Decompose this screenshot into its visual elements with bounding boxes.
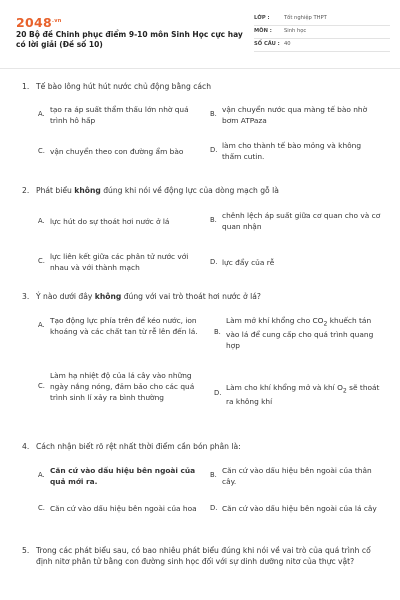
option-letter: C. (38, 503, 45, 512)
option-c[interactable] (38, 370, 208, 403)
question-5 (22, 545, 384, 567)
option-letter: C. (38, 257, 45, 266)
option-text: Căn cứ vào dấu hiệu bên ngoài của hoa (50, 504, 197, 513)
question-number: 1. (22, 82, 30, 91)
option-text: lực liên kết giữa các phân tử nước với nhau và với thành mạch (50, 252, 189, 273)
option-b[interactable] (210, 210, 382, 232)
option-letter: A. (38, 110, 45, 119)
question-1 (22, 81, 384, 92)
question-stem (22, 81, 384, 92)
option-letter: D. (214, 389, 222, 398)
question-number: 4. (22, 442, 30, 451)
option-text: vận chuyển theo con đường ẩm bào (50, 147, 184, 156)
option-b[interactable] (210, 465, 382, 487)
meta-value: Tốt nghiệp THPT (284, 15, 327, 22)
header-divider (0, 68, 400, 69)
option-c[interactable] (38, 503, 208, 514)
option-text: Làm cho khí khổng mở và khí $O_2$ sẽ thoát ra không khí (226, 383, 380, 406)
option-letter: B. (210, 216, 217, 225)
question-number: 3. (22, 292, 30, 301)
question-text: Tế bào lông hút hút nước chủ động bằng cách (36, 82, 212, 91)
option-text: Tạo động lực phía trên để kéo nước, ion khoáng và các chất tan từ rễ lên đến lá. (50, 316, 198, 337)
option-d[interactable] (210, 503, 382, 514)
meta-row-class (254, 13, 390, 26)
option-d[interactable] (210, 140, 380, 162)
question-3 (22, 291, 384, 302)
question-text: Phát biểu không đúng khi nói về động lực của dòng mạch gỗ là (36, 186, 279, 195)
meta-key: MÔN : (254, 28, 272, 35)
document-title: 20 Bộ đề Chinh phục điểm 9-10 môn Sinh Học cực hay có lời giải (Đề số 10) (16, 30, 243, 50)
option-text: lực hút do sự thoát hơi nước ở lá (50, 217, 170, 226)
question-stem (22, 291, 384, 302)
meta-row-count (254, 39, 390, 52)
option-letter: D. (210, 146, 218, 155)
option-c[interactable] (38, 146, 210, 157)
option-letter: B. (210, 471, 217, 480)
logo-tld: .vn (52, 17, 62, 24)
option-a[interactable] (38, 465, 208, 487)
option-letter: D. (210, 257, 218, 266)
meta-value: 40 (284, 41, 291, 48)
option-letter: A. (38, 321, 45, 330)
option-letter: D. (210, 503, 218, 512)
meta-table (254, 13, 390, 52)
meta-key: LỚP : (254, 15, 270, 22)
option-text: làm cho thành tế bào mỏng và không thấm cutin. (222, 141, 362, 162)
option-c[interactable] (38, 251, 206, 273)
question-text: Ý nào dưới đây không đúng với vai trò thoát hơi nước ở lá? (36, 292, 261, 301)
question-number: 2. (22, 186, 30, 195)
question-2 (22, 185, 384, 196)
question-number: 5. (22, 546, 30, 555)
option-letter: A. (38, 216, 45, 225)
option-letter: C. (38, 381, 45, 390)
option-text: vận chuyển nước qua màng tế bào nhờ bơm ATPaza (222, 105, 368, 126)
option-d[interactable] (214, 382, 384, 407)
question-stem (22, 545, 384, 567)
question-text: Trong các phát biểu sau, có bao nhiêu phát biểu đúng khi nói về vai trò của quá trình cố định nitơ phân tử bằng con đường sinh học đối với sự dinh dưỡng nitơ của thực vật? (36, 546, 371, 566)
option-a[interactable] (38, 315, 214, 337)
option-d[interactable] (210, 257, 382, 268)
option-letter: B. (210, 110, 217, 119)
question-text: Cách nhận biết rõ rệt nhất thời điểm cần bón phân là: (36, 442, 241, 451)
option-letter: C. (38, 146, 45, 155)
option-letter: A. (38, 471, 45, 480)
option-b[interactable] (210, 104, 384, 126)
option-a[interactable] (38, 216, 208, 227)
logo-main: 2048 (16, 15, 52, 30)
option-text: Căn cứ vào dấu hiệu bên ngoài của thân cây. (222, 466, 372, 487)
option-b[interactable] (214, 315, 386, 351)
document-header (16, 0, 390, 62)
meta-key: SỐ CÂU : (254, 41, 280, 48)
option-text: Căn cứ vào dấu hiệu bên ngoài của quả mới ra. (50, 466, 196, 487)
meta-value: Sinh học (284, 28, 307, 35)
option-text: lực đẩy của rễ (222, 258, 275, 267)
option-a[interactable] (38, 104, 200, 126)
question-4 (22, 441, 384, 452)
question-stem (22, 441, 384, 452)
option-text: Làm mở khí khổng cho $CO_2$ khuếch tán vào lá để cung cấp cho quá trình quang hợp (226, 316, 374, 350)
option-text: Làm hạ nhiệt độ của lá cây vào những ngày nắng nóng, đảm bảo cho các quá trình sinh lí xảy ra bình thường (50, 371, 195, 403)
question-stem (22, 185, 384, 196)
meta-row-subject (254, 26, 390, 39)
option-text: tạo ra áp suất thẩm thấu lớn nhờ quá trình hô hấp (50, 105, 189, 126)
option-text: chênh lệch áp suất giữa cơ quan cho và cơ quan nhận (222, 211, 381, 232)
option-letter: B. (214, 328, 221, 337)
option-text: Căn cứ vào dấu hiệu bên ngoài của lá cây (222, 504, 377, 513)
